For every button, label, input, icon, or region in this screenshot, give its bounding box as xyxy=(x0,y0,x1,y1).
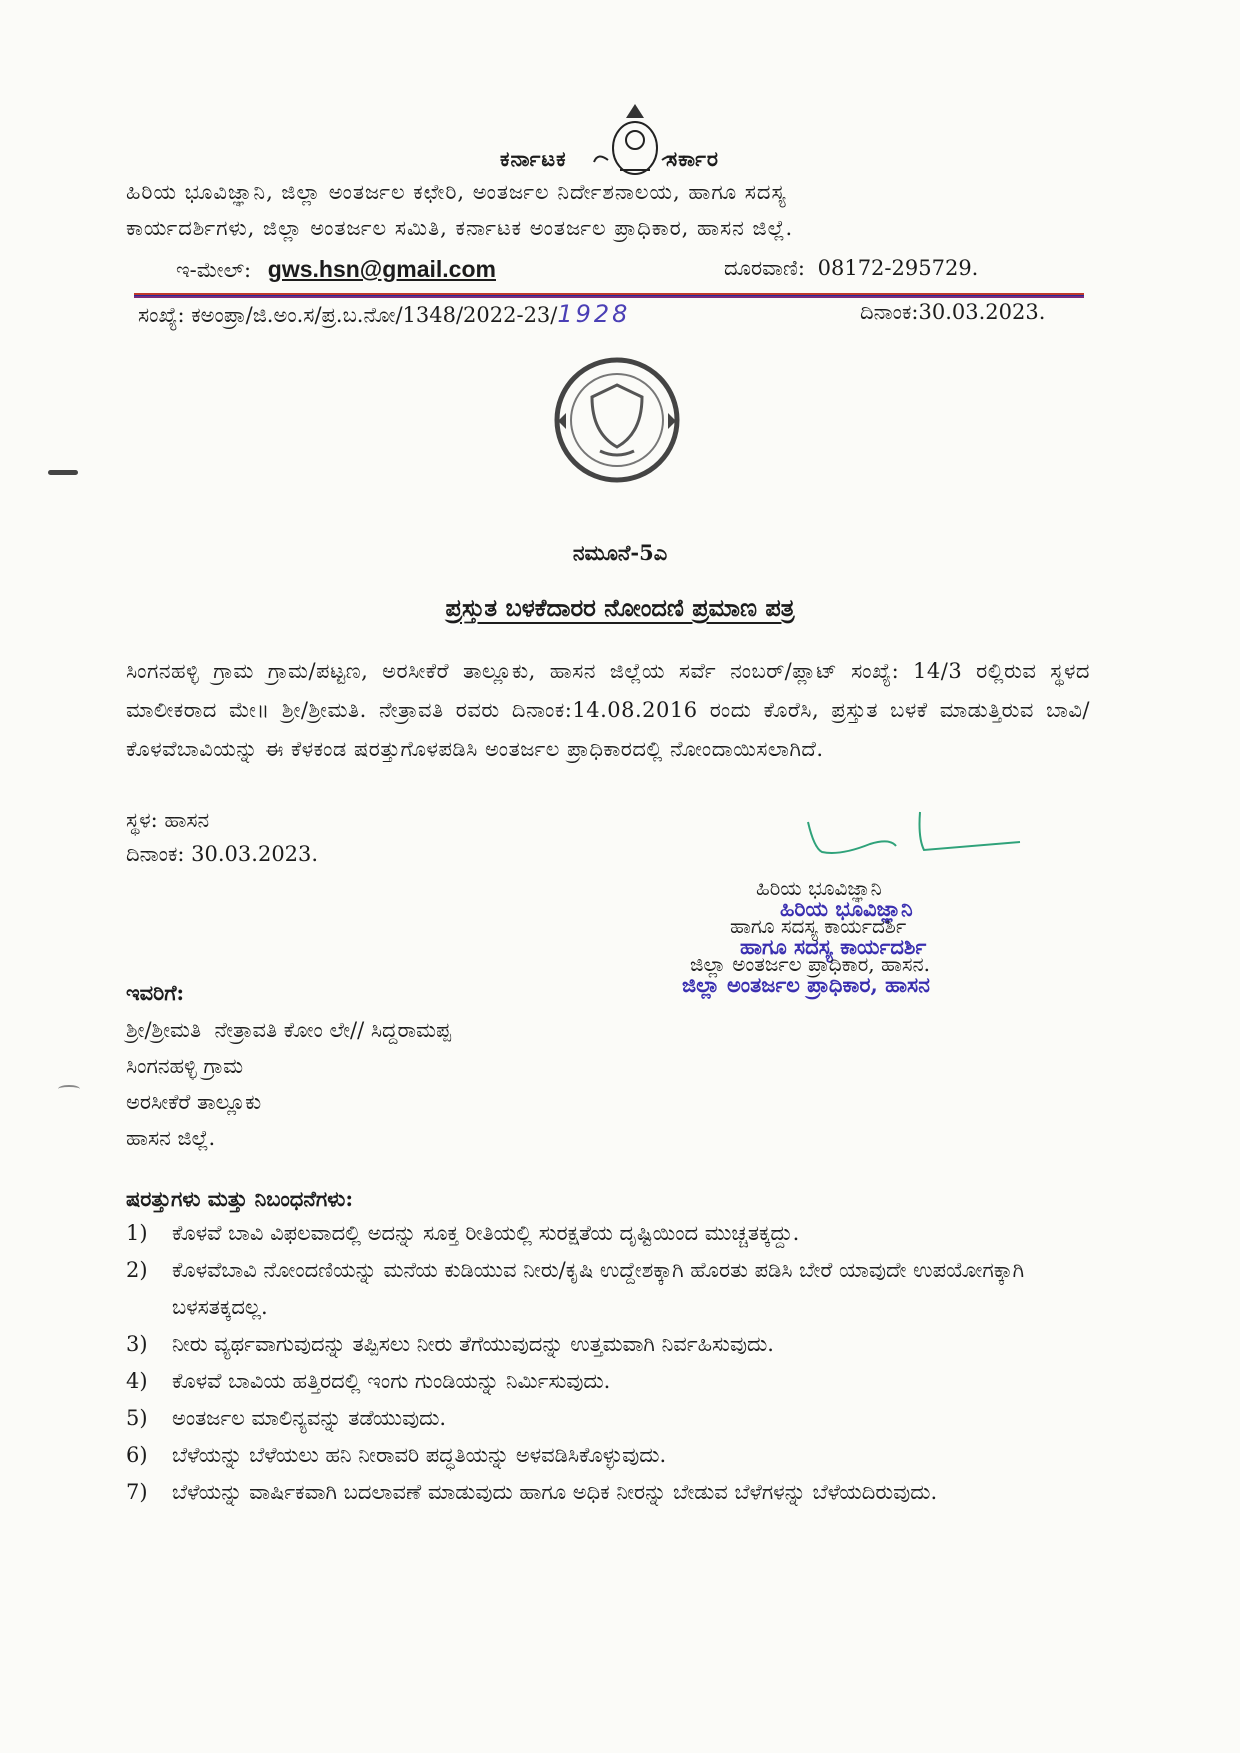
condition-text: ಬೆಳೆಯನ್ನು ವಾರ್ಷಿಕವಾಗಿ ಬದಲಾವಣೆ ಮಾಡುವುದು ಹಾಗೂ ಅಧಿಕ ನೀರನ್ನು ಬೇಡುವ ಬೆಳೆಗಳನ್ನು ಬೆಳೆಯದಿರುವುದು. xyxy=(172,1480,938,1504)
email-row xyxy=(176,256,496,283)
recipient-name: ಶ್ರೀ/ಶ್ರೀಮತಿ ನೇತ್ರಾವತಿ ಕೋಂ ಲೇ// ಸಿದ್ದರಾಮಪ್ಪ xyxy=(126,1018,452,1042)
condition-text: ಕೊಳವೆ ಬಾವಿ ವಿಫಲವಾದಲ್ಲಿ ಅದನ್ನು ಸೂಕ್ತ ರೀತಿಯಲ್ಲಿ ಸುರಕ್ಷತೆಯ ದೃಷ್ಟಿಯಿಂದ ಮುಚ್ಚತಕ್ಕದ್ದು. xyxy=(172,1221,800,1245)
scan-mark xyxy=(48,470,78,475)
condition-number: 6) xyxy=(126,1443,148,1467)
signatory-title-1: ಹಿರಿಯ ಭೂವಿಜ್ಞಾನಿ xyxy=(756,876,882,900)
stamp-line-2: ಹಾಗೂ ಸದಸ್ಯ ಕಾರ್ಯದರ್ಶಿ xyxy=(740,934,927,959)
condition-text: ಕೊಳವೆಬಾವಿ ನೋಂದಣಿಯನ್ನು ಮನೆಯ ಕುಡಿಯುವ ನೀರು/ಕೃಷಿ ಉದ್ದೇಶಕ್ಕಾಗಿ ಹೊರತು ಪಡಿಸಿ ಬೇರೆ ಯಾವುದೇ ಉಪಯೋಗಕ್ಕಾಗಿ ಬಳಸತಕ್ಕದಲ್ಲ. xyxy=(172,1258,1025,1319)
office-line-2: ಕಾರ್ಯದರ್ಶಿಗಳು, ಜಿಲ್ಲಾ ಅಂತರ್ಜಲ ಸಮಿತಿ, ಕರ್ನಾಟಕ ಅಂತರ್ಜಲ ಪ್ರಾಧಿಕಾರ, ಹಾಸನ ಜಿಲ್ಲೆ. xyxy=(126,216,794,240)
condition-number: 7) xyxy=(126,1480,148,1504)
condition-item xyxy=(126,1474,1086,1511)
condition-text: ನೀರು ವ್ಯರ್ಥವಾಗುವುದನ್ನು ತಪ್ಪಿಸಲು ನೀರು ತೆಗೆಯುವುದನ್ನು ಉತ್ತಮವಾಗಿ ನಿರ್ವಹಿಸುವುದು. xyxy=(172,1332,774,1356)
stamp-line-3: ಜಿಲ್ಲಾ ಅಂತರ್ಜಲ ಪ್ರಾಧಿಕಾರ, ಹಾಸನ xyxy=(682,972,930,997)
recipient-taluk: ಅರಸೀಕೆರೆ ತಾಲ್ಲೂಕು xyxy=(126,1090,262,1114)
condition-number: 2) xyxy=(126,1258,148,1282)
signatory-title-2: ಹಾಗೂ ಸದಸ್ಯ ಕಾರ್ಯದರ್ಶಿ xyxy=(730,914,907,938)
reference-number xyxy=(138,300,630,328)
condition-item xyxy=(126,1326,1086,1363)
form-number: ನಮೂನೆ-5ಎ xyxy=(572,540,668,565)
reference-number-text: ಸಂಖ್ಯೆ: ಕಅಂಪ್ರಾ/ಜಿ.ಅಂ.ಸ/ಪ್ರ.ಬ.ನೋ/1348/2022-23/ xyxy=(138,303,558,327)
condition-text: ಅಂತರ್ಜಲ ಮಾಲಿನ್ಯವನ್ನು ತಡೆಯುವುದು. xyxy=(172,1406,447,1430)
place: ಸ್ಥಳ: ಹಾಸನ xyxy=(126,808,210,832)
certificate-body: ಸಿಂಗನಹಳ್ಳಿ ಗ್ರಾಮ ಗ್ರಾಮ/ಪಟ್ಟಣ, ಅರಸೀಕೆರೆ ತಾಲ್ಲೂಕು, ಹಾಸನ ಜಿಲ್ಲೆಯ ಸರ್ವೆ ನಂಬರ್/ಪ್ಲಾಟ್ ಸಂಖ್ಯೆ: 14/3 ರಲ್ಲಿರುವ ಸ್ಥಳದ ಮಾಲೀಕರಾದ ಮೇ॥ ಶ್ರೀ/ಶ್ರೀಮತಿ. ನೇತ್ರಾವತಿ ರವರು ದಿನಾಂಕ:14.08.2016 ರಂದು ಕೊರೆಸಿ, ಪ್ರಸ್ತುತ ಬಳಕೆ ಮಾಡುತ್ತಿರುವ ಬಾವಿ/ಕೊಳವೆಬಾವಿಯನ್ನು ಈ ಕೆಳಕಂಡ ಷರತ್ತುಗೊಳಪಡಿಸಿ ಅಂತರ್ಜಲ ಪ್ರಾಧಿಕಾರದಲ್ಲಿ ನೋಂದಾಯಿಸಲಾಗಿದೆ. xyxy=(126,659,1090,761)
condition-item xyxy=(126,1215,1086,1252)
condition-item xyxy=(126,1400,1086,1437)
recipient-district: ಹಾಸನ ಜಿಲ್ಲೆ. xyxy=(126,1126,216,1150)
header-divider xyxy=(134,293,1084,298)
recipient-label: ಇವರಿಗೆ: xyxy=(126,980,185,1005)
phone-label: ದೂರವಾಣಿ: xyxy=(724,256,805,280)
reference-date: ದಿನಾಂಕ:30.03.2023. xyxy=(860,300,1046,324)
recipient-village: ಸಿಂಗನಹಳ್ಳಿ ಗ್ರಾಮ xyxy=(126,1054,244,1078)
condition-text: ಬೆಳೆಯನ್ನು ಬೆಳೆಯಲು ಹನಿ ನೀರಾವರಿ ಪದ್ಧತಿಯನ್ನು ಅಳವಡಿಸಿಕೊಳ್ಳುವುದು. xyxy=(172,1443,667,1467)
issue-date: ದಿನಾಂಕ: 30.03.2023. xyxy=(126,842,319,866)
condition-item xyxy=(126,1252,1086,1326)
gov-name-right: ಸರ್ಕಾರ xyxy=(666,146,720,171)
phone-number: 08172-295729. xyxy=(817,256,979,280)
stamp-line-1: ಹಿರಿಯ ಭೂವಿಜ್ಞಾನಿ xyxy=(780,896,913,921)
condition-number: 4) xyxy=(126,1369,148,1393)
office-line-1: ಹಿರಿಯ ಭೂವಿಜ್ಞಾನಿ, ಜಿಲ್ಲಾ ಅಂತರ್ಜಲ ಕಛೇರಿ, ಅಂತರ್ಜಲ ನಿರ್ದೇಶನಾಲಯ, ಹಾಗೂ ಸದಸ್ಯ xyxy=(126,180,787,204)
condition-number: 3) xyxy=(126,1332,148,1356)
condition-text: ಕೊಳವೆ ಬಾವಿಯ ಹತ್ತಿರದಲ್ಲಿ ಇಂಗು ಗುಂಡಿಯನ್ನು ನಿರ್ಮಿಸುವುದು. xyxy=(172,1369,611,1393)
condition-item xyxy=(126,1363,1086,1400)
condition-number: 1) xyxy=(126,1221,148,1245)
conditions-list xyxy=(126,1215,1086,1511)
phone-row xyxy=(724,256,978,281)
recipient-address xyxy=(126,1012,451,1156)
email-link[interactable]: gws.hsn@gmail.com xyxy=(267,256,496,282)
condition-item xyxy=(126,1437,1086,1474)
scan-mark xyxy=(58,1085,80,1093)
gov-name-left: ಕರ್ನಾಟಕ xyxy=(500,146,567,171)
signature xyxy=(800,808,1030,868)
signatory-title-3: ಜಿಲ್ಲಾ ಅಂತರ್ಜಲ ಪ್ರಾಧಿಕಾರ, ಹಾಸನ. xyxy=(690,952,931,976)
reference-handwritten-number: 1928 xyxy=(557,300,631,328)
groundwater-authority-logo xyxy=(552,355,682,485)
conditions-heading: ಷರತ್ತುಗಳು ಮತ್ತು ನಿಬಂಧನೆಗಳು: xyxy=(126,1186,354,1211)
email-label: ಇ-ಮೇಲ್: xyxy=(176,258,252,282)
certificate-title: ಪ್ರಸ್ತುತ ಬಳಕೆದಾರರ ನೋಂದಣಿ ಪ್ರಮಾಣ ಪತ್ರ xyxy=(445,593,795,622)
condition-number: 5) xyxy=(126,1406,148,1430)
